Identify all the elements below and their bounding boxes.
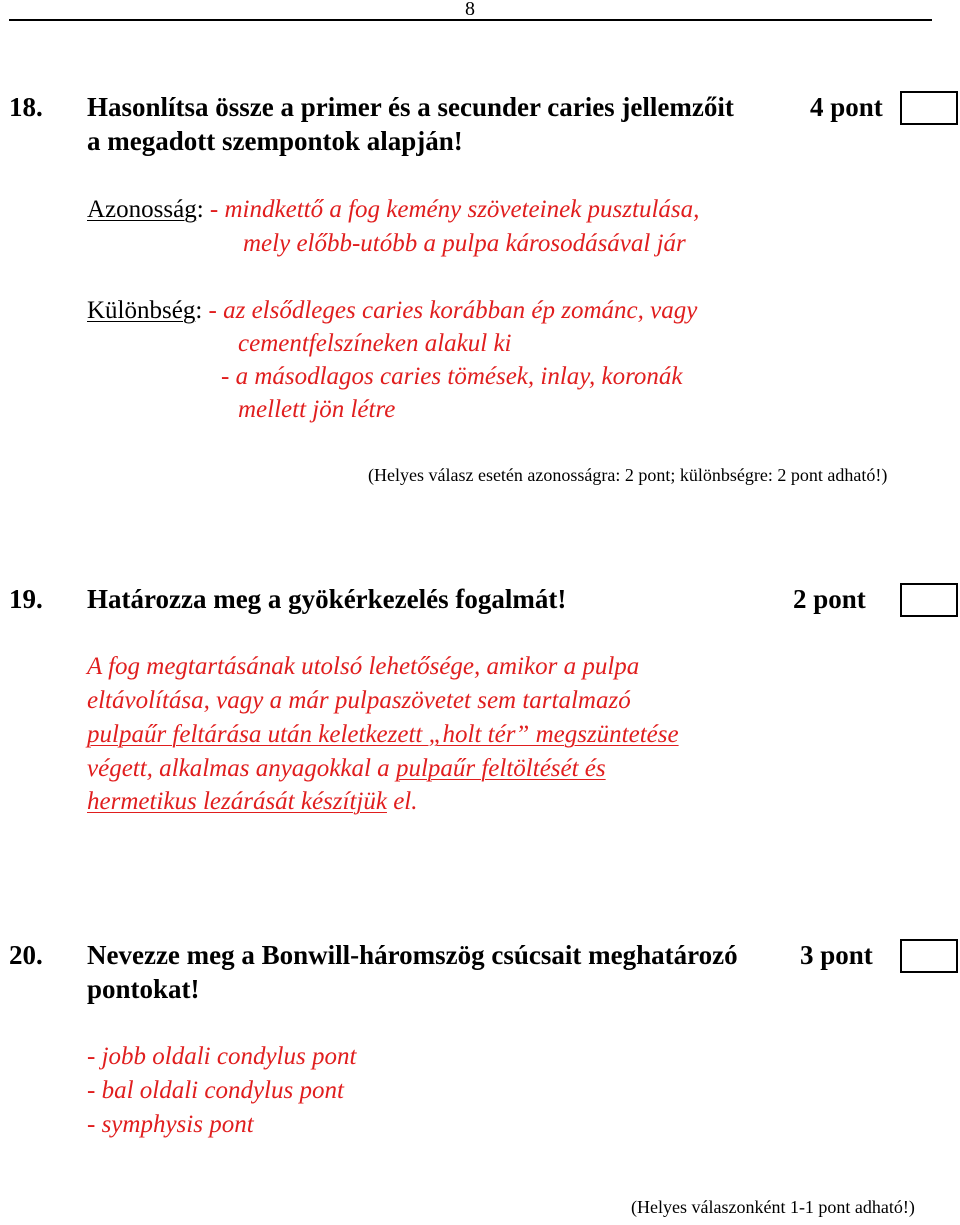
question-19-answer-line-4: [87, 755, 606, 783]
question-19-number: 19.: [9, 584, 43, 614]
difference-label: Különbség: [87, 297, 196, 324]
question-19-score-box[interactable]: [900, 583, 958, 617]
question-20-points: 3 pont: [800, 940, 873, 970]
question-18-title-line-1: Hasonlítsa össze a primer és a secunder caries jellemzőit: [87, 92, 734, 122]
question-20-score-box[interactable]: [900, 939, 958, 973]
question-20-title-line-2: pontokat!: [87, 974, 200, 1004]
question-20-answer-line-1: - jobb oldali condylus pont: [87, 1043, 357, 1070]
question-20-number: 20.: [9, 940, 43, 970]
difference-line-1: - az elsődleges caries korábban ép zománc, vagy: [208, 297, 698, 324]
question-19-answer-line-5: [87, 788, 418, 816]
question-19-answer-line-1: A fog megtartásának utolsó lehetősége, amikor a pulpa: [87, 653, 640, 680]
question-18-score-box[interactable]: [900, 91, 958, 125]
answer-line-5-underlined: hermetikus lezárását készítjük: [87, 788, 387, 815]
question-18-sameness: Azonosság: - mindkettő a fog kemény szöveteinek pusztulása,: [87, 196, 700, 223]
sameness-line-1: - mindkettő a fog kemény szöveteinek pusztulása,: [209, 196, 700, 223]
difference-line-2: cementfelszíneken alakul ki: [238, 330, 512, 357]
page-number: 8: [465, 0, 475, 20]
question-19-title: Határozza meg a gyökérkezelés fogalmát!: [87, 584, 567, 614]
difference-line-4: mellett jön létre: [238, 396, 396, 423]
sameness-label: Azonosság: [87, 196, 197, 223]
sameness-line-2: mely előbb-utóbb a pulpa károsodásával jár: [243, 230, 686, 257]
question-18-number: 18.: [9, 92, 43, 122]
question-20-answer-line-2: - bal oldali condylus pont: [87, 1077, 344, 1104]
question-18-scoring-note: (Helyes válasz esetén azonosságra: 2 pont; különbségre: 2 pont adható!): [368, 465, 888, 485]
question-18-difference: Különbség: - az elsődleges caries korábban ép zománc, vagy: [87, 297, 698, 324]
question-18-points: 4 pont: [810, 92, 883, 122]
answer-line-5-plain: el.: [386, 788, 418, 815]
question-20-scoring-note: (Helyes válaszonként 1-1 pont adható!): [631, 1197, 915, 1217]
header-rule: [9, 19, 932, 21]
question-20-answer-line-3: - symphysis pont: [87, 1111, 254, 1138]
difference-line-3: - a másodlagos caries tömések, inlay, koronák: [221, 363, 683, 390]
question-18-title-line-2: a megadott szempontok alapján!: [87, 126, 463, 156]
question-19-answer-line-2: eltávolítása, vagy a már pulpaszövetet sem tartalmazó: [87, 687, 631, 714]
answer-line-4-underlined: pulpaűr feltöltését és: [395, 755, 606, 782]
question-20-title-line-1: Nevezze meg a Bonwill-háromszög csúcsait meghatározó: [87, 940, 738, 970]
answer-line-4-plain: végett, alkalmas anyagokkal a: [87, 755, 390, 782]
question-19-points: 2 pont: [793, 584, 866, 614]
question-19-answer-line-3: pulpaűr feltárása után keletkezett „holt tér” megszüntetése: [87, 721, 679, 748]
